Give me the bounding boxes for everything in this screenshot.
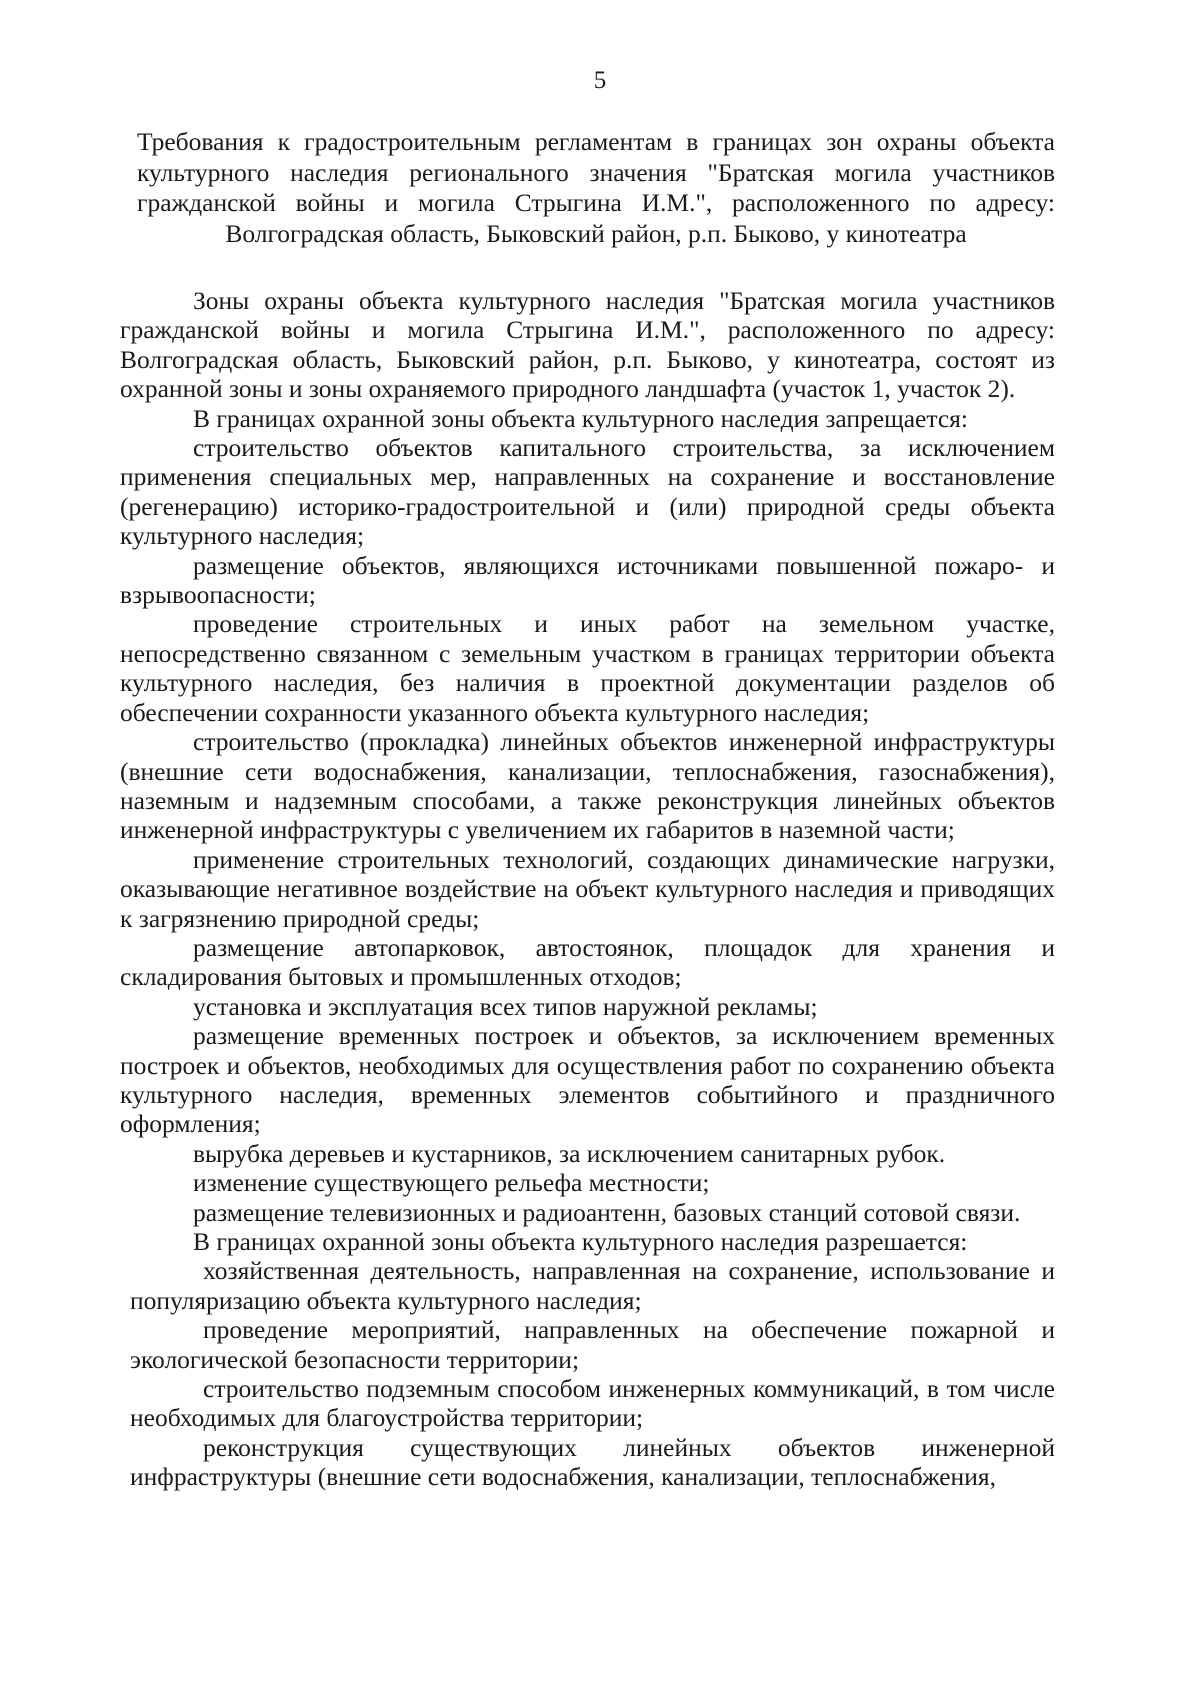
paragraph-allowed-heading: В границах охранной зоны объекта культурного наследия разрешается: xyxy=(193,1227,968,1256)
paragraph-prohibited-item: установка и эксплуатация всех типов наружной рекламы; xyxy=(193,991,818,1021)
paragraph-prohibited-item: строительство (прокладка) линейных объектов инженерной инфраструктуры (внешние сети водоснабжения, канализации, теплоснабжения, газоснабжения), наземным и надземным способами, а также реконструкция линейных объектов инженерной инфраструктуры с увеличением их габаритов в наземной части; xyxy=(120,727,1055,845)
paragraph-allowed-item: реконструкция существующих линейных объектов инженерной инфраструктуры (внешние сети водоснабжения, канализации, теплоснабжения, xyxy=(130,1432,1055,1492)
paragraph-allowed-item: строительство подземным способом инженерных коммуникаций, в том числе необходимых для благоустройства территории; xyxy=(130,1374,1055,1433)
paragraph-zones-description: Зоны охраны объекта культурного наследия "Братская могила участников гражданской войны и могила Стрыгина И.М.", расположенного по адресу: Волгоградская область, Быковский район, р.п. Быково, у кинотеатра, состоят из охранной зоны и зоны охраняемого природного ландшафта (участок 1, участок 2). xyxy=(120,286,1055,404)
paragraph-prohibited-item: проведение строительных и иных работ на земельном участке, непосредственно связанном с земельным участком в границах территории объекта культурного наследия, без наличия в проектной документации разделов об обеспечении сохранности указанного объекта культурного наследия; xyxy=(120,609,1055,727)
page-number: 5 xyxy=(593,67,607,94)
paragraph-prohibited-item: размещение объектов, являющихся источниками повышенной пожаро- и взрывоопасности; xyxy=(120,550,1055,610)
paragraph-prohibited-item: строительство объектов капитального строительства, за исключением применения специальных мер, направленных на сохранение и восстановление (регенерацию) историко-градостроительной и (или) природной среды объекта культурного наследия; xyxy=(120,433,1055,551)
paragraph-prohibited-item: изменение существующего рельефа местности; xyxy=(193,1168,710,1198)
paragraph-prohibited-item: размещение автопарковок, автостоянок, площадок для хранения и складирования бытовых и промышленных отходов; xyxy=(120,932,1055,992)
paragraph-prohibited-item: вырубка деревьев и кустарников, за исключением санитарных рубок. xyxy=(193,1138,946,1168)
paragraph-prohibited-item: применение строительных технологий, создающих динамические нагрузки, оказывающие негативное воздействие на объект культурного наследия и приводящих к загрязнению природной среды; xyxy=(120,844,1055,933)
document-title: Требования к градостроительным регламентам в границах зон охраны объекта культурного наследия регионального значения "Братская могила участников гражданской войны и могила Стрыгина И.М.", расположенного по адресу: Волгоградская область, Быковский район, р.п. Быково, у кинотеатра xyxy=(137,127,1055,248)
paragraph-prohibited-item: размещение временных построек и объектов, за исключением временных построек и объектов, необходимых для осуществления работ по сохранению объекта культурного наследия, временных элементов событийного и праздничного оформления; xyxy=(120,1021,1055,1139)
document-body xyxy=(120,286,1055,1492)
paragraph-prohibited-item: размещение телевизионных и радиоантенн, базовых станций сотовой связи. xyxy=(193,1197,1021,1227)
paragraph-allowed-item: хозяйственная деятельность, направленная на сохранение, использование и популяризацию объекта культурного наследия; xyxy=(130,1256,1055,1315)
paragraph-allowed-item: проведение мероприятий, направленных на обеспечение пожарной и экологической безопасности территории; xyxy=(130,1315,1055,1374)
paragraph-prohibited-heading: В границах охранной зоны объекта культурного наследия запрещается: xyxy=(193,403,968,433)
